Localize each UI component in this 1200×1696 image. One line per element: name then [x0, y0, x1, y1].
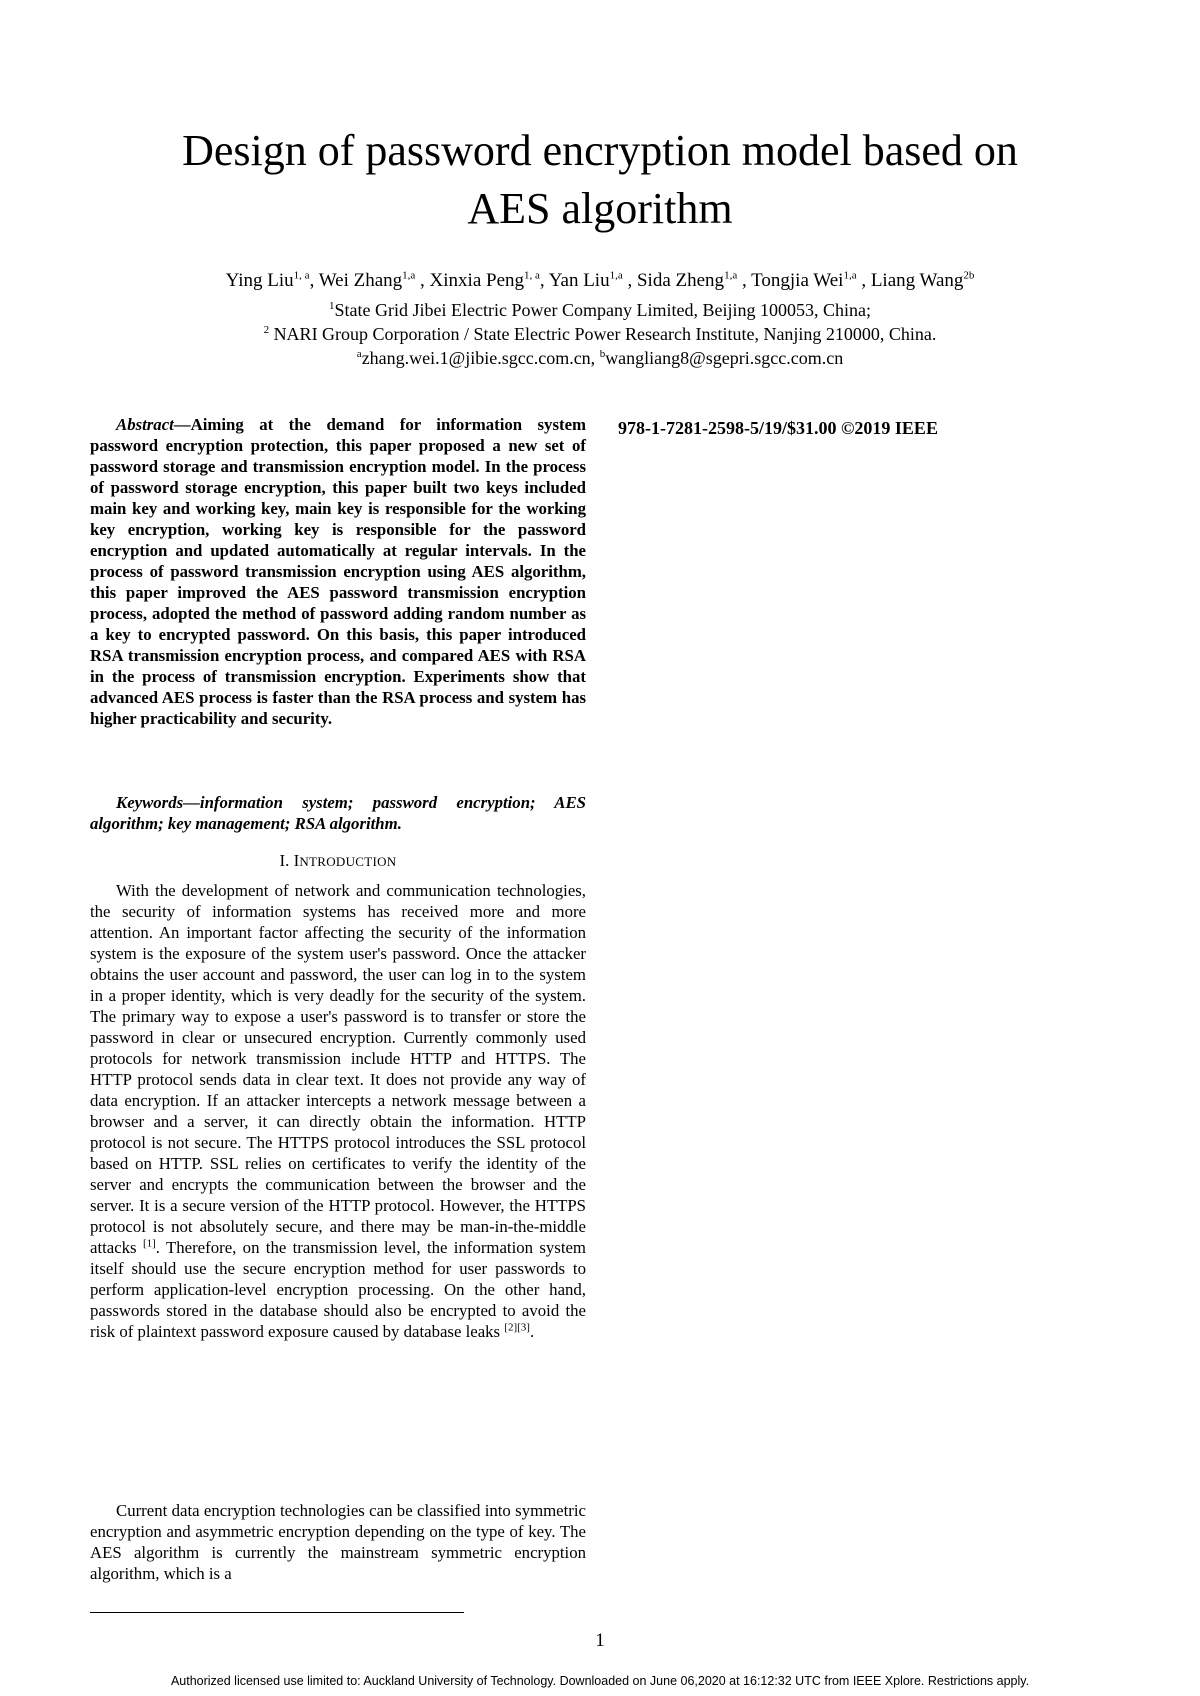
intro-paragraph-1 [90, 880, 586, 1342]
paper-title [100, 122, 1100, 238]
affiliation-2-sup: 2 [263, 324, 270, 336]
citation-2-3: [2][3] [504, 1321, 530, 1334]
author-sep: , [856, 270, 871, 291]
email-b-sup: b [599, 348, 606, 360]
email-a-sup: a [356, 348, 362, 360]
author-name: Sida Zheng [636, 270, 725, 291]
author-sep: , [539, 270, 549, 291]
author-sup: 1, a [293, 269, 310, 282]
intro-paragraph-1-text [90, 880, 586, 1342]
page-number: 1 [595, 1630, 605, 1651]
abstract-text: —Aiming at the demand for information system password encryption protection, this paper proposed a new set of password storage and transmission encryption model. In the process of password storage encryption, this paper built two keys included main key and working key, main key is responsible for the working key encryption, working key is responsible for the password encryption and updated automatically at regular intervals. In the process of password transmission encryption using AES algorithm, this paper improved the AES password transmission encryption process, adopted the method of password adding random number as a key to encrypted password. On this basis, this paper introduced RSA transmission encryption process, and compared AES with RSA in the process of transmission encryption. Experiments show that advanced AES process is faster than the RSA process and system has higher practicability and security. [90, 415, 586, 728]
affiliation-1-sup: 1 [329, 300, 335, 312]
author-name: Xinxia Peng [429, 270, 525, 291]
email-b: wangliang8@sgepri.sgcc.com.cn [605, 348, 844, 368]
author-name: Liang Wang [870, 270, 964, 291]
author-sep: , [737, 270, 752, 291]
keywords-label: Keywords [116, 793, 184, 812]
intro-paragraph-2-text: Current data encryption technologies can be classified into symmetric encryption and asymmetric encryption depending on the type of key. The AES algorithm is currently the mainstream symmetric encryption algorithm, which is a [90, 1501, 586, 1583]
author-name: Ying Liu [225, 270, 294, 291]
title-line-2: AES algorithm [467, 184, 733, 233]
section-name: NTRODUCTION [299, 854, 397, 869]
author-sep: , [415, 270, 430, 291]
author-name: Yan Liu [548, 270, 610, 291]
isbn-copyright: 978-1-7281-2598-5/19/$31.00 ©2019 IEEE [618, 418, 938, 438]
keywords-paragraph [90, 792, 586, 834]
author-sup: 1,a [609, 269, 623, 282]
affiliation-1 [60, 298, 1140, 322]
author-sup: 1,a [724, 269, 738, 282]
abstract-paragraph [90, 414, 586, 729]
author-name: Wei Zhang [318, 270, 403, 291]
affiliation-2-text: NARI Group Corporation / State Electric Power Research Institute, Nanjing 210000, China. [269, 324, 937, 344]
affiliation-2 [60, 322, 1140, 346]
author-sup: 1, a [524, 269, 540, 282]
author-sup: 1,a [402, 269, 416, 282]
intro-paragraph-2 [90, 1500, 586, 1584]
abstract [90, 414, 586, 729]
title-line-1: Design of password encryption model based on [182, 126, 1018, 175]
email-a: zhang.wei.1@jibie.sgcc.com.cn, [361, 348, 600, 368]
keywords-text: —information system; password encryption; AES algorithm; key management; RSA algorithm. [90, 793, 586, 833]
para1-part-c: . [529, 1322, 535, 1341]
author-sup: 2b [963, 269, 975, 282]
section-number: I. I [279, 851, 300, 870]
author-name: Tongjia Wei [751, 270, 844, 291]
author-sup: 1,a [843, 269, 857, 282]
author-sep: , [309, 270, 319, 291]
abstract-label: Abstract [116, 415, 174, 434]
citation-1: [1] [142, 1237, 156, 1250]
para1-part-b: . Therefore, on the transmission level, the information system itself should use the secure encryption method for user passwords to perform application-level encryption processing. On the other hand, passwords stored in the database should also be encrypted to avoid the risk of plaintext password exposure caused by database leaks [90, 1238, 586, 1341]
author-sep: , [622, 270, 637, 291]
author-list [60, 268, 1140, 294]
footnote-rule [90, 1612, 464, 1613]
keywords [90, 792, 586, 834]
affiliation-1-text: State Grid Jibei Electric Power Company Limited, Beijing 100053, China; [334, 300, 871, 320]
section-heading-introduction [90, 850, 586, 873]
para1-part-a: With the development of network and communication technologies, the security of information systems has received more and more attention. An important factor affecting the security of the information system is the exposure of the system user's password. Once the attacker obtains the user account and password, the user can log in to the system in a proper identity, which is very deadly for the security of the system. The primary way to expose a user's password is to transfer or store the password in clear or unsecured encryption. Currently commonly used protocols for network transmission include HTTP and HTTPS. The HTTP protocol sends data in clear text. It does not provide any way of data encryption. If an attacker intercepts a network message between a browser and a server, it can directly obtain the information. HTTP protocol is not secure. The HTTPS protocol introduces the SSL protocol based on HTTP. SSL relies on certificates to verify the identity of the server and encrypts the communication between the browser and the server. It is a secure version of the HTTP protocol. However, the HTTPS protocol is not absolutely secure, and there may be man-in-the-middle attacks [90, 881, 586, 1257]
author-emails [60, 346, 1140, 370]
license-footer: Authorized licensed use limited to: Auckland University of Technology. Downloaded on June 06,2020 at 16:12:32 UTC from IEEE Xplore. Restrictions apply. [170, 1674, 1030, 1688]
